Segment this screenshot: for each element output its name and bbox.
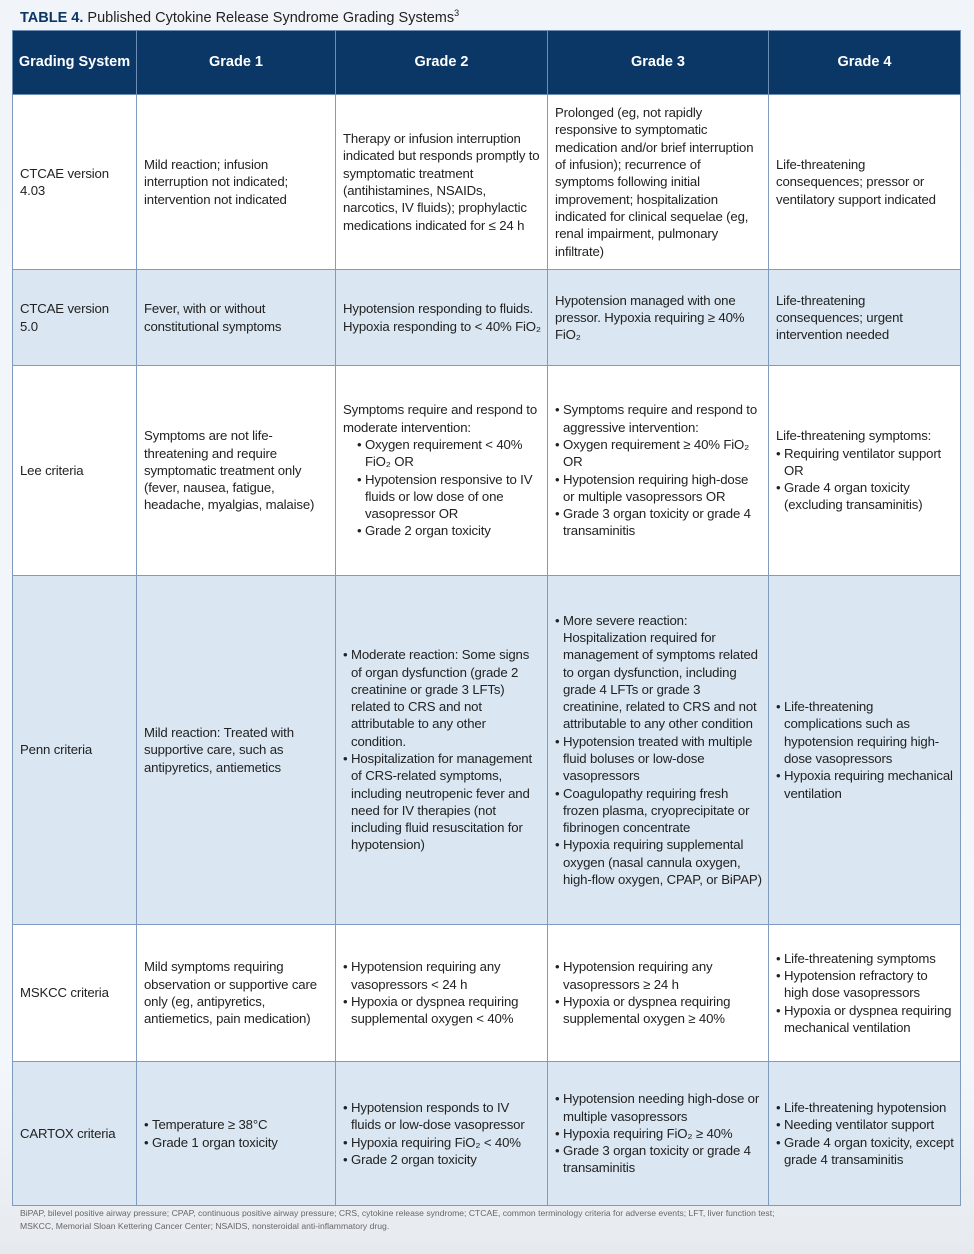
bullet-item: • Life-threatening hypotension — [776, 1099, 954, 1116]
bullet-item: • Temperature ≥ 38°C — [144, 1116, 329, 1133]
bullet-item: • Hypotension requiring high-dose or multiple vasopressors OR — [555, 471, 762, 506]
grade-cell — [336, 366, 548, 576]
bullet-item: • Hypotension treated with multiple fluid boluses or low-dose vasopressors — [555, 733, 762, 785]
grade-cell — [336, 925, 548, 1062]
bullet-item: • Hypoxia or dyspnea requiring supplemental oxygen ≥ 40% — [555, 993, 762, 1028]
grade-cell — [548, 925, 769, 1062]
bullet-list — [555, 958, 762, 1027]
bullet-item: • Hypotension refractory to high dose vasopressors — [776, 967, 954, 1002]
grade-cell — [769, 270, 961, 366]
bullet-list — [343, 436, 541, 540]
bullet-item: • Oxygen requirement ≥ 40% FiO₂ OR — [555, 436, 762, 471]
column-header: Grade 4 — [769, 31, 961, 95]
table-row — [13, 925, 961, 1062]
bullet-item: • Life-threatening complications such as hypotension requiring high-dose vasopressors — [776, 698, 954, 767]
bullet-list — [776, 950, 954, 1036]
grade-cell — [548, 1062, 769, 1206]
grade-cell — [548, 270, 769, 366]
cell-text: Mild reaction: Treated with supportive care, such as antipyretics, antiemetics — [144, 725, 294, 775]
reference-number: 3 — [454, 8, 460, 18]
grade-cell — [137, 270, 336, 366]
cell-text: Symptoms require and respond to moderate intervention: — [343, 402, 537, 435]
column-header: Grading System — [13, 31, 137, 95]
bullet-list — [555, 612, 762, 889]
table-row — [13, 366, 961, 576]
bullet-list — [776, 698, 954, 802]
bullet-item: • Hypoxia or dyspnea requiring supplemental oxygen < 40% — [343, 993, 541, 1028]
column-header: Grade 3 — [548, 31, 769, 95]
bullet-item: • Oxygen requirement < 40% FiO₂ OR — [357, 436, 541, 471]
grading-system-cell: Penn criteria — [13, 576, 137, 925]
grade-cell — [336, 1062, 548, 1206]
bullet-item: • Hospitalization for management of CRS-related symptoms, including neutropenic fever and need for IV therapies (not including fluid resuscitation for hypotension) — [343, 750, 541, 854]
bullet-item: • Grade 2 organ toxicity — [343, 1151, 541, 1168]
bullet-item: • Symptoms require and respond to aggressive intervention: — [555, 401, 762, 436]
bullet-list — [776, 1099, 954, 1168]
bullet-item: • Hypoxia requiring supplemental oxygen (nasal cannula oxygen, high-flow oxygen, CPAP, or BiPAP) — [555, 836, 762, 888]
bullet-list — [776, 445, 954, 514]
grade-cell — [548, 366, 769, 576]
grading-system-cell: CTCAE version 4.03 — [13, 95, 137, 270]
grade-cell — [336, 576, 548, 925]
bullet-list — [555, 1090, 762, 1176]
bullet-item: • Moderate reaction: Some signs of organ dysfunction (grade 2 creatinine or grade 3 LFTs) related to CRS and not attributable to any other condition. — [343, 646, 541, 750]
table-row — [13, 576, 961, 925]
grading-system-cell: CTCAE version 5.0 — [13, 270, 137, 366]
cell-text: Symptoms are not life-threatening and require symptomatic treatment only (fever, nausea, fatigue, headache, myalgias, malaise) — [144, 428, 315, 513]
grade-cell — [137, 576, 336, 925]
bullet-item: • Hypotension needing high-dose or multiple vasopressors — [555, 1090, 762, 1125]
bullet-item: • Grade 1 organ toxicity — [144, 1134, 329, 1151]
cell-text: Mild symptoms requiring observation or supportive care only (eg, antipyretics, antiemetics, pain medication) — [144, 959, 317, 1027]
footnote — [20, 1207, 920, 1233]
cell-text: Prolonged (eg, not rapidly responsive to symptomatic medication and/or brief interruption of infusion); recurrence of symptoms following initial improvement; hospitalization indicated for clinical sequelae (eg, renal impairment, pulmonary infiltrate) — [555, 105, 754, 259]
bullet-item: • Hypoxia requiring FiO₂ ≥ 40% — [555, 1125, 762, 1142]
bullet-item: • Grade 2 organ toxicity — [357, 522, 541, 539]
grading-table — [12, 30, 961, 1206]
bullet-item: • Grade 4 organ toxicity (excluding transaminitis) — [776, 479, 954, 514]
table-label: TABLE 4. — [20, 9, 84, 26]
column-header: Grade 2 — [336, 31, 548, 95]
table-title-text: Published Cytokine Release Syndrome Grading Systems — [87, 9, 455, 26]
bullet-item: • Grade 3 organ toxicity or grade 4 transaminitis — [555, 1142, 762, 1177]
cell-text: Hypotension responding to fluids. Hypoxia responding to < 40% FiO₂ — [343, 301, 541, 334]
bullet-item: • Hypoxia requiring mechanical ventilation — [776, 767, 954, 802]
bullet-list — [144, 1116, 329, 1151]
cell-text: Therapy or infusion interruption indicated but responds promptly to symptomatic treatment (antihistamines, NSAIDs, narcotics, IV fluids); prophylactic medications indicated for ≤ 24 h — [343, 131, 540, 233]
bullet-item: • Grade 3 organ toxicity or grade 4 transaminitis — [555, 505, 762, 540]
table-row — [13, 1062, 961, 1206]
header-row — [13, 31, 961, 95]
bullet-item: • Needing ventilator support — [776, 1116, 954, 1133]
grading-system-cell: MSKCC criteria — [13, 925, 137, 1062]
cell-text: Hypotension managed with one pressor. Hypoxia requiring ≥ 40% FiO₂ — [555, 292, 745, 343]
grade-cell — [137, 1062, 336, 1206]
table-row — [13, 270, 961, 366]
grade-cell — [336, 270, 548, 366]
bullet-item: • Requiring ventilator support OR — [776, 445, 954, 480]
bullet-item: • Hypotension responsive to IV fluids or low dose of one vasopressor OR — [357, 471, 541, 523]
grade-cell — [548, 576, 769, 925]
footnote-line: BiPAP, bilevel positive airway pressure; CPAP, continuous positive airway pressure; CRS, cytokine release syndrome; CTCAE, common terminology criteria for adverse events; LFT, liver function test; — [20, 1208, 775, 1218]
bullet-item: • Grade 4 organ toxicity, except grade 4 transaminitis — [776, 1134, 954, 1169]
bullet-item: • Hypotension responds to IV fluids or low-dose vasopressor — [343, 1099, 541, 1134]
bullet-item: • Hypoxia or dyspnea requiring mechanical ventilation — [776, 1002, 954, 1037]
bullet-list — [555, 401, 762, 539]
cell-text: Life-threatening symptoms: — [776, 428, 932, 444]
bullet-item: • Life-threatening symptoms — [776, 950, 954, 967]
bullet-item: • Coagulopathy requiring fresh frozen plasma, cryoprecipitate or fibrinogen concentrate — [555, 785, 762, 837]
bullet-list — [343, 646, 541, 854]
footnote-line: MSKCC, Memorial Sloan Kettering Cancer Center; NSAIDS, nonsteroidal anti-inflammatory drug. — [20, 1221, 390, 1231]
table-row — [13, 95, 961, 270]
cell-text: Mild reaction; infusion interruption not indicated; intervention not indicated — [144, 157, 289, 207]
grading-system-cell: CARTOX criteria — [13, 1062, 137, 1206]
bullet-list — [343, 1099, 541, 1168]
grading-system-cell: Lee criteria — [13, 366, 137, 576]
grade-cell — [769, 925, 961, 1062]
table-title — [20, 8, 459, 26]
cell-text: Life-threatening consequences; urgent intervention needed — [776, 292, 903, 343]
grade-cell — [137, 95, 336, 270]
bullet-item: • Hypotension requiring any vasopressors ≥ 24 h — [555, 958, 762, 993]
bullet-item: • Hypotension requiring any vasopressors < 24 h — [343, 958, 541, 993]
grade-cell — [548, 95, 769, 270]
grade-cell — [137, 925, 336, 1062]
cell-text: Life-threatening consequences; pressor or ventilatory support indicated — [776, 157, 936, 207]
column-header: Grade 1 — [137, 31, 336, 95]
grade-cell — [769, 366, 961, 576]
cell-text: Fever, with or without constitutional symptoms — [144, 301, 282, 334]
grade-cell — [137, 366, 336, 576]
grade-cell — [769, 95, 961, 270]
bullet-item: • More severe reaction: Hospitalization required for management of symptoms related to organ dysfunction, including grade 4 LFTs or grade 3 creatinine, related to CRS and not attributable to any other condition — [555, 612, 762, 733]
grade-cell — [769, 1062, 961, 1206]
grade-cell — [769, 576, 961, 925]
bullet-item: • Hypoxia requiring FiO₂ < 40% — [343, 1134, 541, 1151]
bullet-list — [343, 958, 541, 1027]
grade-cell — [336, 95, 548, 270]
